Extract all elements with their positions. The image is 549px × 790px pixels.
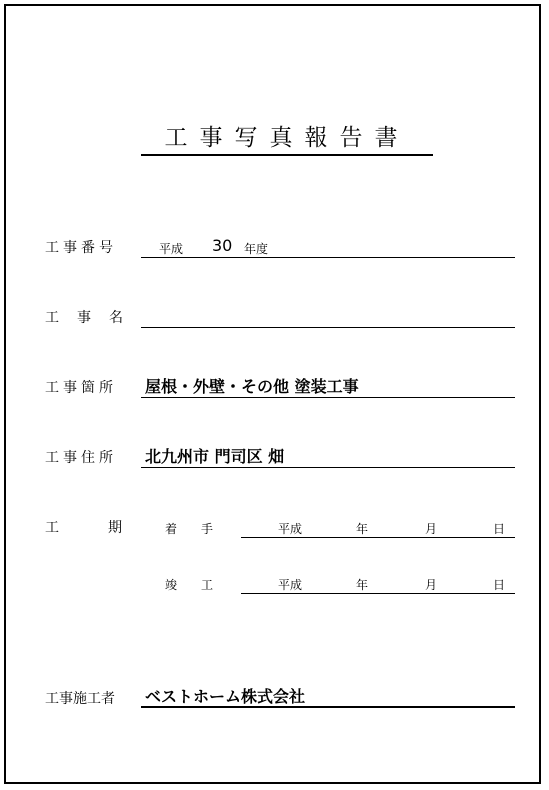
- period-start-month: 月: [425, 522, 438, 536]
- construction-number-year: 30: [212, 236, 233, 255]
- construction-location-value: 屋根・外壁・その他 塗装工事: [145, 377, 359, 396]
- period-end-year: 年: [356, 578, 369, 592]
- construction-number-era: 平成: [159, 242, 184, 256]
- construction-name-label: 工 事 名: [45, 310, 125, 326]
- contractor-value: ベストホーム株式会社: [145, 687, 306, 706]
- construction-location-label: 工事箇所: [45, 380, 117, 396]
- construction-location-underline: [141, 397, 515, 398]
- construction-name-underline: [141, 327, 515, 328]
- construction-number-label: 工事番号: [45, 240, 117, 256]
- period-start-era: 平成: [278, 522, 303, 536]
- construction-address-value: 北九州市 門司区 畑: [145, 447, 285, 466]
- contractor-underline: [141, 706, 515, 708]
- report-title: 工事写真報告書: [141, 122, 433, 156]
- period-start-label: 着 手: [165, 522, 220, 536]
- period-end-underline: [241, 593, 515, 594]
- period-start-day: 日: [493, 522, 506, 536]
- construction-number-underline: [141, 257, 515, 258]
- contractor-label: 工事施工者: [45, 691, 115, 707]
- construction-address-label: 工事住所: [45, 450, 117, 466]
- period-start-year: 年: [356, 522, 369, 536]
- period-end-day: 日: [493, 578, 506, 592]
- construction-address-underline: [141, 467, 515, 468]
- construction-number-suffix: 年度: [244, 242, 269, 256]
- period-end-label: 竣 工: [165, 578, 220, 592]
- construction-period-label: 工 期: [45, 520, 129, 536]
- period-end-era: 平成: [278, 578, 303, 592]
- period-end-month: 月: [425, 578, 438, 592]
- period-start-underline: [241, 537, 515, 538]
